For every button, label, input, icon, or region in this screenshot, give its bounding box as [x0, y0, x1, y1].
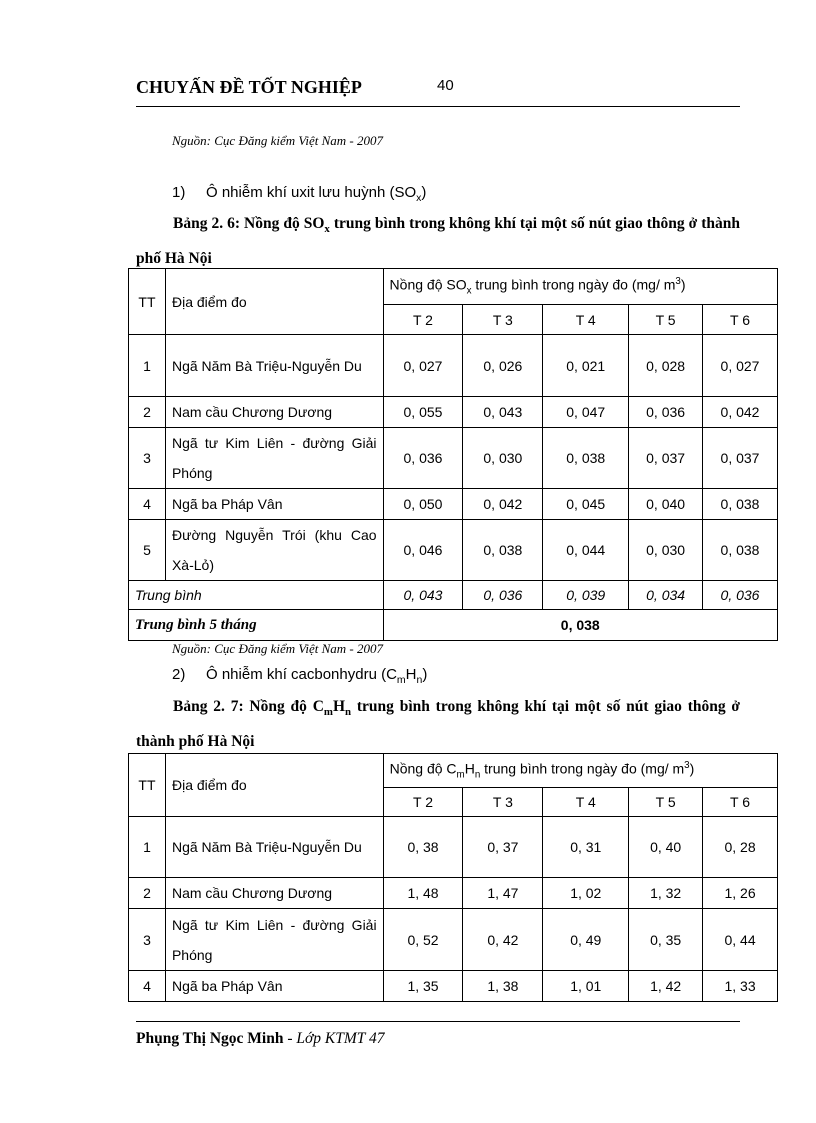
cell-value: 0, 042: [703, 397, 778, 428]
subscript: n: [416, 674, 423, 686]
average-value: 0, 039: [543, 581, 629, 610]
cell-value: 0, 044: [543, 520, 629, 581]
overall-average-label: Trung bình 5 tháng: [129, 610, 384, 641]
footer-rule: [136, 1021, 740, 1022]
cell-value: 0, 28: [703, 817, 778, 878]
row-location: Ngã Năm Bà Triệu-Nguyễn Du: [165, 817, 383, 878]
cell-value: 0, 35: [629, 909, 703, 971]
caption-suffix: trung bình trong không khí tại một số nút giao thông ở thành phố Hà Nội: [136, 698, 741, 751]
table-caption-1: [136, 209, 740, 273]
header-tt: TT: [129, 754, 166, 817]
cell-value: 0, 036: [629, 397, 703, 428]
cell-value: 0, 047: [543, 397, 629, 428]
cell-value: 0, 036: [383, 428, 463, 489]
month-header: T 4: [543, 788, 629, 817]
subscript: x: [466, 285, 472, 297]
cell-value: 0, 037: [629, 428, 703, 489]
author-name: Phụng Thị Ngọc Minh: [136, 1030, 284, 1047]
average-label: Trung bình: [129, 581, 384, 610]
cell-value: 0, 027: [703, 335, 778, 397]
month-header: T 5: [629, 305, 703, 335]
cell-value: 0, 055: [383, 397, 463, 428]
table-row: [129, 817, 778, 878]
header-location: Địa điểm đo: [165, 754, 383, 817]
cell-value: 0, 043: [463, 397, 543, 428]
row-location: Ngã ba Pháp Vân: [165, 971, 383, 1002]
cell-value: 0, 042: [463, 489, 543, 520]
table-row: [129, 428, 778, 489]
hdr-suffix: trung bình trong ngày đo (mg/ m: [471, 276, 676, 293]
table-row: [129, 971, 778, 1002]
cell-value: 0, 050: [383, 489, 463, 520]
row-tt: 3: [129, 428, 166, 489]
table-caption-2: [136, 692, 740, 756]
caption-mid: H: [332, 698, 346, 715]
cell-value: 0, 038: [703, 489, 778, 520]
month-header: T 3: [463, 305, 543, 335]
subscript: n: [345, 706, 352, 719]
row-tt: 1: [129, 817, 166, 878]
header-location: Địa điểm đo: [165, 269, 383, 335]
cell-value: 0, 038: [703, 520, 778, 581]
subscript: m: [396, 674, 406, 686]
table-row: [129, 520, 778, 581]
source-note: Nguồn: Cục Đăng kiểm Việt Nam - 2007: [172, 641, 383, 656]
table-row: [129, 335, 778, 397]
hdr-prefix: Nồng độ C: [389, 760, 457, 777]
caption-suffix: trung bình trong không khí tại một số nút giao thông ở thành phố Hà Nội: [136, 215, 741, 268]
month-header: T 5: [629, 788, 703, 817]
source-note: Nguồn: Cục Đăng kiểm Việt Nam - 2007: [172, 133, 383, 148]
cell-value: 1, 33: [703, 971, 778, 1002]
row-location: Nam cầu Chương Dương: [165, 397, 383, 428]
so2-table: [128, 268, 778, 641]
document-footer: [136, 1030, 384, 1048]
cell-value: 0, 030: [463, 428, 543, 489]
cell-value: 0, 42: [463, 909, 543, 971]
row-tt: 5: [129, 520, 166, 581]
subscript: n: [474, 769, 481, 781]
month-header: T 3: [463, 788, 543, 817]
item-mid: H: [405, 666, 417, 683]
header-tt: TT: [129, 269, 166, 335]
table-row: [129, 909, 778, 971]
cell-value: 1, 32: [629, 878, 703, 909]
cell-value: 0, 027: [383, 335, 463, 397]
overall-average-value: 0, 038: [383, 610, 777, 641]
row-location: Đường Nguyễn Trói (khu Cao Xà-Lỏ): [165, 520, 383, 581]
row-tt: 4: [129, 489, 166, 520]
cell-value: 0, 40: [629, 817, 703, 878]
row-location: Ngã Năm Bà Triệu-Nguyễn Du: [165, 335, 383, 397]
cell-value: 0, 046: [383, 520, 463, 581]
cell-value: 0, 026: [463, 335, 543, 397]
cell-value: 1, 48: [383, 878, 463, 909]
table-row: [129, 878, 778, 909]
hdr-mid: H: [464, 760, 475, 777]
cell-value: 1, 42: [629, 971, 703, 1002]
cell-value: 0, 37: [463, 817, 543, 878]
row-location: Ngã ba Pháp Vân: [165, 489, 383, 520]
cell-value: 0, 44: [703, 909, 778, 971]
cell-value: 1, 35: [383, 971, 463, 1002]
row-location: Nam cầu Chương Dương: [165, 878, 383, 909]
month-header: T 6: [703, 788, 778, 817]
footer-separator: -: [283, 1030, 297, 1047]
superscript: 3: [684, 760, 690, 772]
average-value: 0, 034: [629, 581, 703, 610]
author-class: Lớp KTMT 47: [296, 1030, 385, 1047]
caption-prefix: Bảng 2. 6: Nồng độ SO: [173, 215, 325, 232]
item-text: Ô nhiễm khí cacbonhydru (C: [206, 666, 397, 683]
table-row: [129, 489, 778, 520]
page-number: 40: [437, 77, 454, 94]
item-close: ): [422, 666, 428, 683]
header-concentration: [383, 754, 777, 788]
subscript: x: [324, 223, 330, 236]
item-number: 2): [172, 666, 186, 683]
row-location: Ngã tư Kim Liên - đường Giải Phóng: [165, 428, 383, 489]
item-close: ): [421, 184, 427, 201]
section-item-2: [172, 666, 427, 686]
item-number: 1): [172, 184, 186, 201]
average-value: 0, 036: [703, 581, 778, 610]
month-header: T 4: [543, 305, 629, 335]
caption-prefix: Bảng 2. 7: Nồng độ C: [173, 698, 324, 715]
document-header-title: CHUYẤN ĐỀ TỐT NGHIỆP: [136, 77, 362, 97]
header-rule: [136, 106, 740, 107]
overall-average-row: [129, 610, 778, 641]
cell-value: 0, 38: [383, 817, 463, 878]
subscript: x: [416, 192, 422, 204]
subscript: m: [456, 769, 465, 781]
month-header: T 2: [383, 305, 463, 335]
average-value: 0, 036: [463, 581, 543, 610]
cell-value: 1, 02: [543, 878, 629, 909]
item-text: Ô nhiễm khí uxit lưu huỳnh (SO: [206, 184, 417, 201]
row-tt: 4: [129, 971, 166, 1002]
row-tt: 1: [129, 335, 166, 397]
hdr-suffix: trung bình trong ngày đo (mg/ m: [480, 760, 685, 777]
cell-value: 0, 021: [543, 335, 629, 397]
cell-value: 0, 030: [629, 520, 703, 581]
cell-value: 0, 037: [703, 428, 778, 489]
row-tt: 3: [129, 909, 166, 971]
cell-value: 0, 045: [543, 489, 629, 520]
header-concentration: [383, 269, 777, 305]
cell-value: 1, 26: [703, 878, 778, 909]
cell-value: 0, 31: [543, 817, 629, 878]
hdr-prefix: Nồng độ SO: [389, 276, 467, 293]
month-header: T 2: [383, 788, 463, 817]
cell-value: 0, 038: [543, 428, 629, 489]
table-row: [129, 397, 778, 428]
hdr-end: ): [680, 276, 686, 293]
average-value: 0, 043: [383, 581, 463, 610]
month-header: T 6: [703, 305, 778, 335]
cell-value: 1, 38: [463, 971, 543, 1002]
superscript: 3: [675, 276, 681, 288]
hdr-end: ): [689, 760, 695, 777]
row-tt: 2: [129, 397, 166, 428]
cell-value: 1, 47: [463, 878, 543, 909]
cell-value: 0, 040: [629, 489, 703, 520]
cmhn-table: [128, 753, 778, 1002]
cell-value: 0, 028: [629, 335, 703, 397]
section-item-1: [172, 184, 426, 204]
average-row: [129, 581, 778, 610]
cell-value: 0, 49: [543, 909, 629, 971]
row-tt: 2: [129, 878, 166, 909]
cell-value: 0, 52: [383, 909, 463, 971]
row-location: Ngã tư Kim Liên - đường Giải Phóng: [165, 909, 383, 971]
subscript: m: [323, 706, 333, 719]
cell-value: 0, 038: [463, 520, 543, 581]
cell-value: 1, 01: [543, 971, 629, 1002]
